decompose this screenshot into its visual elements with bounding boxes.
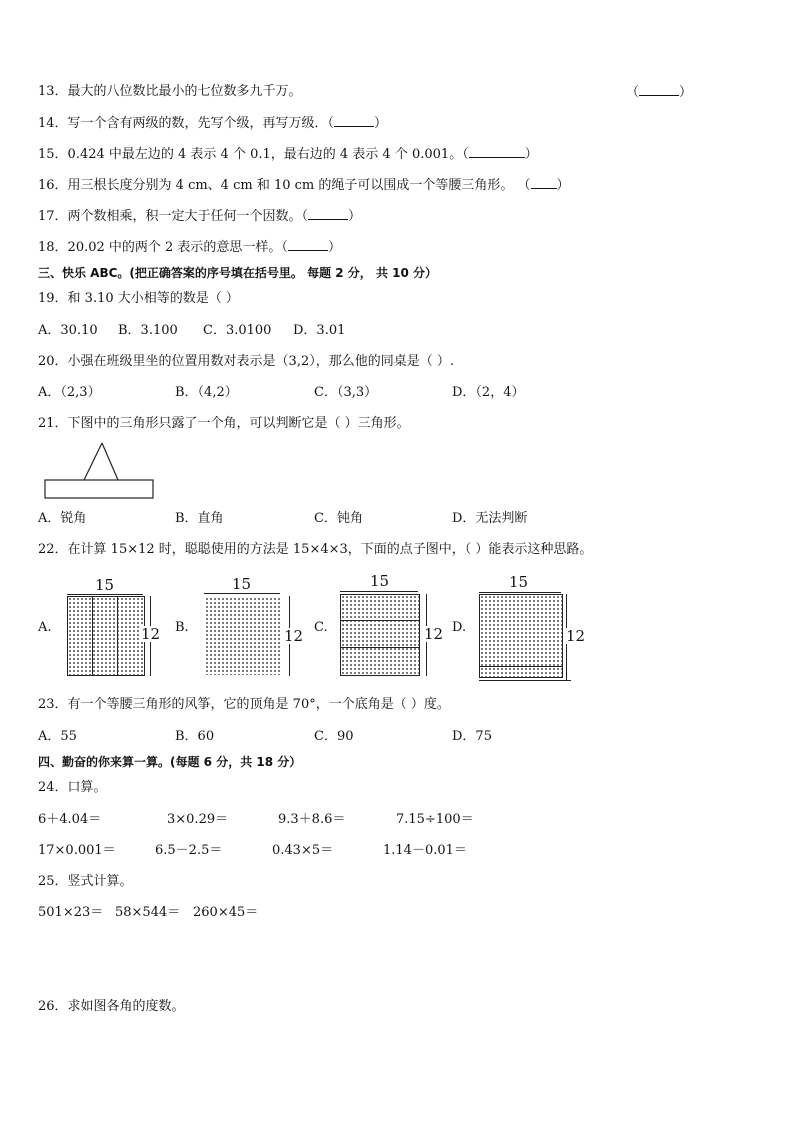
q22-a-height-label: 12 bbox=[141, 625, 161, 643]
q19-option-b[interactable]: B．3.100 bbox=[118, 323, 178, 338]
q22-c-divider-2 bbox=[340, 647, 420, 648]
q22-option-c-dot-grid[interactable] bbox=[340, 594, 420, 676]
q22-option-b-dot-grid[interactable] bbox=[204, 596, 282, 676]
q20-option-b[interactable]: B．（4,2） bbox=[175, 385, 238, 400]
q23-option-a[interactable]: A．55 bbox=[38, 729, 77, 744]
q22-c-divider-1 bbox=[340, 620, 420, 621]
section-4-heading: 四、勤奋的你来算一算。(每题 6 分，共 18 分） bbox=[38, 755, 302, 769]
q20-option-d[interactable]: D．（2，4） bbox=[452, 385, 525, 400]
question-14: 14．写一个含有两级的数，先写个级，再写万级．（ ） bbox=[38, 116, 388, 131]
q24-expr-2: 3×0.29＝ bbox=[167, 812, 229, 827]
q22-a-divider-2 bbox=[117, 596, 118, 676]
q22-c-height-label: 12 bbox=[424, 625, 444, 643]
section-3-heading: 三、快乐 ABC。(把正确答案的序号填在括号里。 每题 2 分， 共 10 分） bbox=[38, 266, 438, 280]
q13-text: 13．最大的八位数比最小的七位数多九千万。 bbox=[38, 84, 302, 99]
q22-d-divider bbox=[479, 666, 563, 667]
q14-answer-blank[interactable] bbox=[334, 114, 374, 127]
q22-option-a-dot-grid[interactable] bbox=[67, 596, 145, 676]
q21-cover-rect bbox=[45, 480, 153, 498]
question-18: 18．20.02 中的两个 2 表示的意思一样。（ ） bbox=[38, 240, 341, 255]
question-24: 24．口算。 bbox=[38, 780, 107, 795]
q22-option-c-label[interactable]: C. bbox=[314, 620, 328, 635]
q22-a-top-dim bbox=[67, 594, 143, 595]
q18-answer-blank[interactable] bbox=[288, 238, 328, 251]
question-19: 19．和 3.10 大小相等的数是（ ） bbox=[38, 291, 239, 306]
q25-expr-3: 260×45＝ bbox=[193, 905, 259, 920]
question-23: 23．有一个等腰三角形的风筝，它的顶角是 70°，一个底角是（ ）度。 bbox=[38, 697, 450, 712]
q24-expr-8: 1.14－0.01＝ bbox=[383, 843, 467, 858]
q22-option-d-label[interactable]: D. bbox=[452, 620, 467, 635]
q19-option-a[interactable]: A．30.10 bbox=[38, 323, 98, 338]
question-26: 26．求如图各角的度数。 bbox=[38, 999, 185, 1014]
question-15: 15．0.424 中最左边的 4 表示 4 个 0.1，最右边的 4 表示 4 个 0.001。（ ） bbox=[38, 147, 538, 162]
question-17: 17．两个数相乘，积一定大于任何一个因数。（ ） bbox=[38, 209, 362, 224]
q13-answer-blank[interactable] bbox=[639, 83, 679, 96]
q24-expr-5: 17×0.001＝ bbox=[38, 843, 116, 858]
q22-b-height-label: 12 bbox=[284, 627, 304, 645]
q21-triangle-figure bbox=[44, 440, 156, 502]
q23-option-b[interactable]: B．60 bbox=[175, 729, 215, 744]
q22-b-top-dim bbox=[204, 593, 280, 594]
q25-expr-2: 58×544＝ bbox=[115, 905, 181, 920]
q24-expr-3: 9.3＋8.6＝ bbox=[278, 812, 346, 827]
q22-d-top-dim bbox=[479, 592, 561, 593]
q13-answer-paren: （ ） bbox=[626, 85, 693, 100]
q21-option-d[interactable]: D．无法判断 bbox=[452, 511, 528, 526]
question-16: 16．用三根长度分别为 4 cm、4 cm 和 10 cm 的绳子可以围成一个等腰三角形。 （ ） bbox=[38, 178, 570, 193]
q20-option-c[interactable]: C．（3,3） bbox=[314, 385, 378, 400]
q22-c-width-label: 15 bbox=[370, 572, 390, 590]
q22-d-height-label: 12 bbox=[566, 627, 586, 645]
q24-expr-6: 6.5－2.5＝ bbox=[155, 843, 223, 858]
q23-option-c[interactable]: C．90 bbox=[314, 729, 354, 744]
q22-d-bottom-dim bbox=[479, 680, 571, 681]
q22-a-width-label: 15 bbox=[95, 576, 115, 594]
q24-expr-1: 6＋4.04＝ bbox=[38, 812, 102, 827]
q22-option-b-label[interactable]: B. bbox=[175, 620, 189, 635]
q17-answer-blank[interactable] bbox=[308, 207, 348, 220]
q19-option-c[interactable]: C．3.0100 bbox=[203, 323, 272, 338]
q21-triangle-right-side bbox=[102, 443, 118, 480]
q21-option-a[interactable]: A．锐角 bbox=[38, 511, 87, 526]
q21-triangle-left-side bbox=[84, 443, 102, 480]
question-20: 20．小强在班级里坐的位置用数对表示是（3,2），那么他的同桌是（ ）. bbox=[38, 354, 454, 369]
q23-option-d[interactable]: D．75 bbox=[452, 729, 492, 744]
q20-option-a[interactable]: A．（2,3） bbox=[38, 385, 101, 400]
q25-expr-1: 501×23＝ bbox=[38, 905, 104, 920]
q24-expr-4: 7.15÷100＝ bbox=[396, 812, 474, 827]
q19-option-d[interactable]: D．3.01 bbox=[293, 323, 346, 338]
q22-a-divider-1 bbox=[92, 596, 93, 676]
q22-b-width-label: 15 bbox=[232, 575, 252, 593]
q21-option-c[interactable]: C．钝角 bbox=[314, 511, 363, 526]
q22-d-width-label: 15 bbox=[509, 573, 529, 591]
q21-option-b[interactable]: B．直角 bbox=[175, 511, 224, 526]
q22-option-a-label[interactable]: A. bbox=[38, 620, 52, 635]
q16-answer-blank[interactable] bbox=[531, 176, 557, 189]
question-21: 21．下图中的三角形只露了一个角，可以判断它是（ ）三角形。 bbox=[38, 416, 410, 431]
q15-answer-blank[interactable] bbox=[469, 145, 525, 158]
q24-expr-7: 0.43×5＝ bbox=[272, 843, 334, 858]
question-25: 25．竖式计算。 bbox=[38, 874, 133, 889]
question-22: 22．在计算 15×12 时，聪聪使用的方法是 15×4×3，下面的点子图中，（ ）能表示这种思路。 bbox=[38, 542, 593, 557]
question-13 bbox=[38, 83, 302, 101]
q22-c-top-dim bbox=[340, 591, 418, 592]
